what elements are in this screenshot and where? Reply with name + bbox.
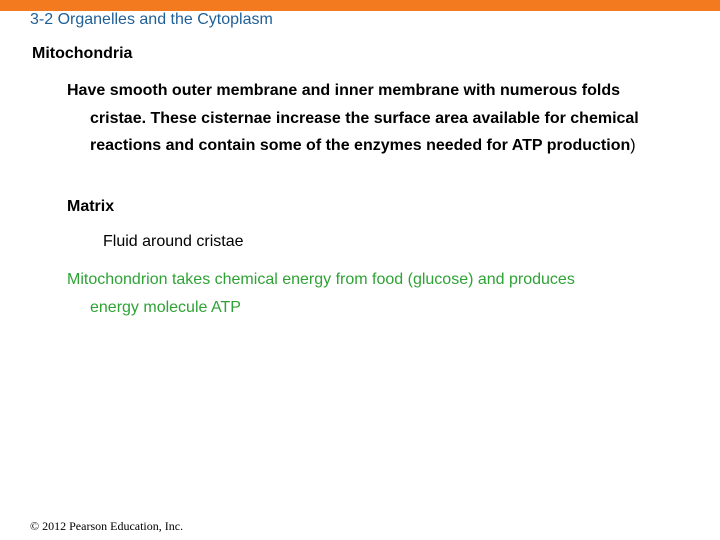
copyright-notice: © 2012 Pearson Education, Inc. [30,519,184,533]
function-line-1: Mitochondrion takes chemical energy from food (glucose) and produces [67,271,575,288]
function-line-2: energy molecule ATP [90,298,241,316]
membrane-closing: ) [630,137,636,154]
membrane-continuation [67,105,667,160]
section-title: Mitochondria [32,45,133,62]
membrane-paragraph [67,77,667,160]
membrane-line-1: Have smooth outer membrane and inner membrane with numerous folds [67,82,620,99]
matrix-description: Fluid around cristae [103,233,244,250]
function-paragraph [67,266,667,321]
membrane-text: cristae. These cisternae increase the surface area available for chemical reactions and contain some of the enzymes needed for ATP production [90,109,639,154]
header-title: 3-2 Organelles and the Cytoplasm [30,11,273,28]
matrix-label: Matrix [67,198,115,215]
